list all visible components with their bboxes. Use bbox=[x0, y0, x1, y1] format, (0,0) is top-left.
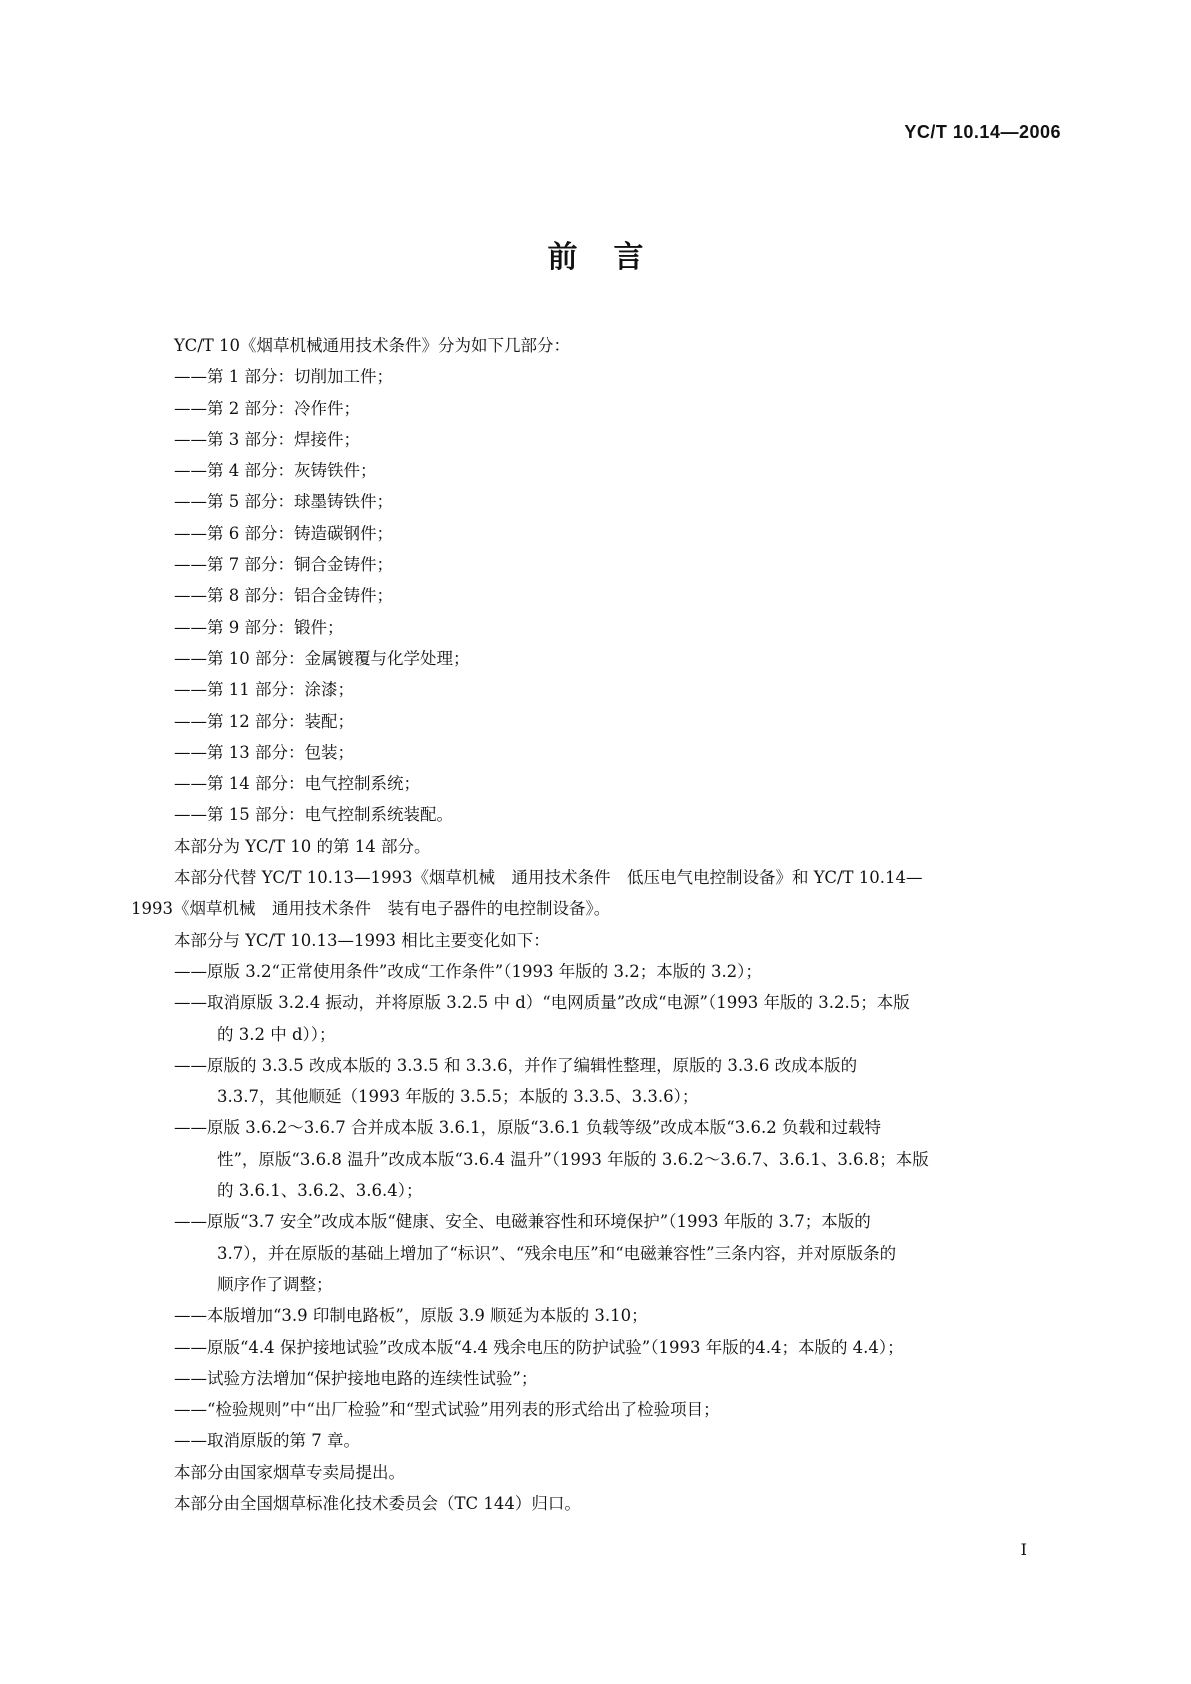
centralized-by-paragraph: 本部分由全国烟草标准化技术委员会（TC 144）归口。 bbox=[174, 1493, 581, 1513]
replaces-paragraph-line1: 本部分代替 YC/T 10.13—1993《烟草机械 通用技术条件 低压电气电控制设备》和 YC/T 10.14— bbox=[174, 868, 923, 888]
change-list-item bbox=[174, 1300, 1062, 1331]
change-item-line: ——原版 3.6.2～3.6.7 合并成本版 3.6.1，原版“3.6.1 负载等级”改成本版“3.6.2 负载和过载特 bbox=[174, 1118, 881, 1138]
change-list-item bbox=[174, 1050, 1062, 1113]
part-list-item: ——第 14 部分：电气控制系统； bbox=[174, 774, 420, 794]
proposed-by-paragraph: 本部分由国家烟草专卖局提出。 bbox=[174, 1462, 405, 1482]
part-list-item: ——第 13 部分：包装； bbox=[174, 742, 354, 762]
change-item-line: ——试验方法增加“保护接地电路的连续性试验”； bbox=[174, 1368, 538, 1388]
part-list-item: ——第 15 部分：电气控制系统装配。 bbox=[174, 805, 453, 825]
part-list-item: ——第 6 部分：铸造碳钢件； bbox=[174, 523, 393, 543]
part-list-item: ——第 1 部分：切削加工件； bbox=[174, 367, 393, 387]
change-item-continuation: 的 3.2 中 d））； bbox=[217, 1024, 336, 1044]
change-item-line: ——“检验规则”中“出厂检验”和“型式试验”用列表的形式给出了检验项目； bbox=[174, 1400, 720, 1420]
parts-list bbox=[174, 361, 1062, 830]
change-item-line: ——本版增加“3.9 印制电路板”，原版 3.9 顺延为本版的 3.10； bbox=[174, 1306, 648, 1326]
change-list-item bbox=[174, 1425, 1062, 1456]
standard-code: YC/T 10.14—2006 bbox=[904, 122, 1061, 142]
page-title: 前言 bbox=[547, 240, 680, 275]
changes-intro-paragraph: 本部分与 YC/T 10.13—1993 相比主要变化如下： bbox=[174, 930, 550, 950]
part-list-item: ——第 2 部分：冷作件； bbox=[174, 398, 360, 418]
change-item-line: ——原版的 3.3.5 改成本版的 3.3.5 和 3.3.6，并作了编辑性整理，原版的 3.3.6 改成本版的 bbox=[174, 1055, 858, 1075]
change-list-item bbox=[174, 987, 1062, 1050]
part-list-item: ——第 4 部分：灰铸铁件； bbox=[174, 461, 377, 481]
intro-paragraph: YC/T 10《烟草机械通用技术条件》分为如下几部分： bbox=[174, 336, 571, 355]
change-item-line: ——原版 3.2“正常使用条件”改成“工作条件”（1993 年版的 3.2；本版的 3.2）； bbox=[174, 961, 762, 981]
change-item-continuation: 性”，原版“3.6.8 温升”改成本版“3.6.4 温升”（1993 年版的 3.6.2～3.6.7、3.6.1、3.6.8；本版 bbox=[217, 1149, 929, 1169]
part-list-item: ——第 11 部分：涂漆； bbox=[174, 680, 354, 700]
change-item-continuation: 顺序作了调整； bbox=[217, 1274, 333, 1294]
part-list-item: ——第 9 部分：锻件； bbox=[174, 617, 344, 637]
part-list-item: ——第 8 部分：铝合金铸件； bbox=[174, 586, 393, 606]
change-item-line: ——原版“3.7 安全”改成本版“健康、安全、电磁兼容性和环境保护”（1993 年版的 3.7；本版的 bbox=[174, 1212, 871, 1232]
change-list-item bbox=[174, 1332, 1062, 1363]
change-list-item bbox=[174, 1363, 1062, 1394]
page-number: I bbox=[1020, 1540, 1027, 1559]
part-list-item: ——第 10 部分：金属镀覆与化学处理； bbox=[174, 648, 470, 668]
change-item-line: ——原版“4.4 保护接地试验”改成本版“4.4 残余电压的防护试验”（1993 年版的4.4；本版的 4.4）； bbox=[174, 1337, 904, 1357]
change-list-item bbox=[174, 1206, 1062, 1300]
part-list-item: ——第 3 部分：焊接件； bbox=[174, 429, 360, 449]
change-item-line: ——取消原版 3.2.4 振动，并将原版 3.2.5 中 d）“电网质量”改成“电源”（1993 年版的 3.2.5；本版 bbox=[174, 993, 910, 1013]
replaces-paragraph-line2: 1993《烟草机械 通用技术条件 装有电子器件的电控制设备》。 bbox=[131, 899, 611, 919]
part-list-item: ——第 12 部分：装配； bbox=[174, 711, 354, 731]
changes-list bbox=[174, 956, 1062, 1457]
change-item-continuation: 3.7），并在原版的基础上增加了“标识”、“残余电压”和“电磁兼容性”三条内容，并对原版条的 bbox=[217, 1243, 897, 1263]
change-list-item bbox=[174, 1112, 1062, 1206]
foreword-body bbox=[131, 330, 1062, 1519]
change-list-item bbox=[174, 1394, 1062, 1425]
change-item-continuation: 的 3.6.1、3.6.2、3.6.4）； bbox=[217, 1181, 423, 1201]
change-list-item bbox=[174, 956, 1062, 987]
change-item-line: ——取消原版的第 7 章。 bbox=[174, 1431, 360, 1451]
part-list-item: ——第 7 部分：铜合金铸件； bbox=[174, 555, 393, 575]
part-list-item: ——第 5 部分：球墨铸铁件； bbox=[174, 492, 393, 512]
this-part-paragraph: 本部分为 YC/T 10 的第 14 部分。 bbox=[174, 836, 431, 856]
change-item-continuation: 3.3.7，其他顺延（1993 年版的 3.5.5；本版的 3.3.5、3.3.6）； bbox=[217, 1087, 699, 1107]
